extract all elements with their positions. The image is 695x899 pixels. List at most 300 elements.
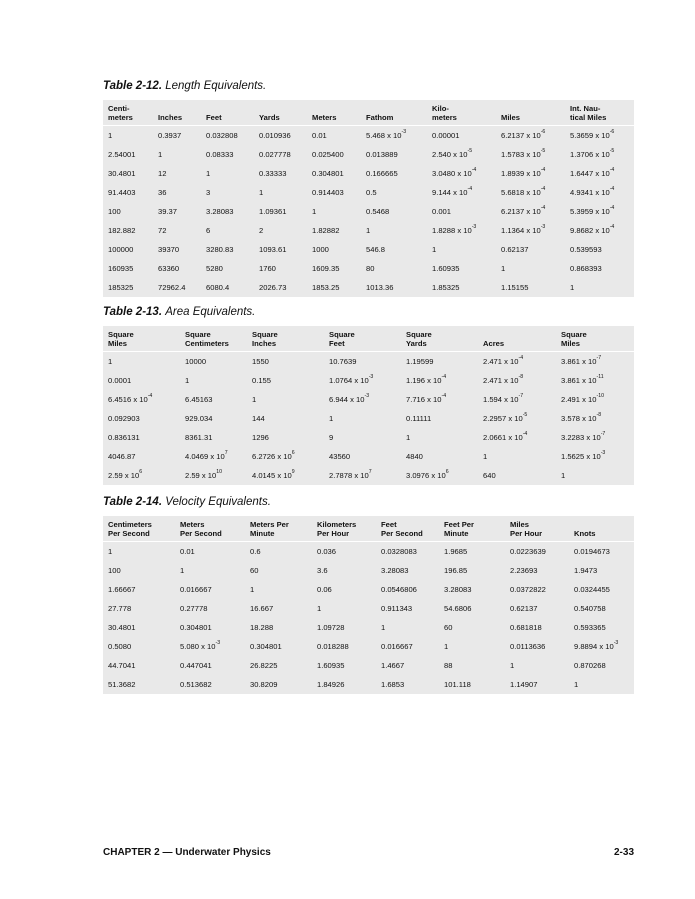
- cell-value: 9: [329, 433, 334, 442]
- cell-value: 3.578 x 10: [561, 414, 597, 423]
- table-cell: [439, 542, 505, 562]
- cell-value: 3.0480 x 10: [432, 169, 472, 178]
- cell-exponent: -7: [518, 393, 524, 399]
- table-cell: [103, 599, 175, 618]
- cell-value: 0.304801: [312, 169, 344, 178]
- column-header: [103, 516, 175, 542]
- header-line-1: Centimeters: [108, 520, 152, 529]
- table-cell: [103, 580, 175, 599]
- cell-value: 6.4516 x 10: [108, 395, 148, 404]
- header-line-2: Fathom: [366, 113, 394, 122]
- table-cell: [376, 656, 439, 675]
- table-cell: [569, 561, 634, 580]
- cell-value: 3.861 x 10: [561, 376, 597, 385]
- table-cell: [245, 580, 312, 599]
- cell-value: 1.19599: [406, 357, 434, 366]
- table-row: [103, 409, 634, 428]
- cell-value: 0.018288: [317, 642, 349, 651]
- table-cell: [439, 561, 505, 580]
- cell-exponent: 6: [445, 469, 449, 475]
- header-line-2: Per Second: [108, 529, 150, 538]
- table-cell: [245, 656, 312, 675]
- table-cell: [361, 126, 427, 146]
- cell-value: 3280.83: [206, 245, 234, 254]
- table-cell: [153, 126, 201, 146]
- cell-value: 1: [206, 169, 211, 178]
- cell-value: 0.025400: [312, 150, 344, 159]
- cell-value: 0.010936: [259, 131, 291, 140]
- cell-exponent: -3: [364, 393, 370, 399]
- cell-value: 2.471 x 10: [483, 357, 519, 366]
- cell-value: 1: [570, 283, 575, 292]
- cell-value: 7.716 x 10: [406, 395, 442, 404]
- table-cell: [427, 202, 496, 221]
- cell-value: 0.016667: [381, 642, 413, 651]
- table-cell: [556, 409, 634, 428]
- table-cell: [180, 390, 247, 409]
- cell-value: 0.013889: [366, 150, 398, 159]
- cell-value: 6.45163: [185, 395, 213, 404]
- cell-value: 0.5080: [108, 642, 132, 651]
- cell-value: 60: [250, 566, 259, 575]
- cell-value: 27.778: [108, 604, 132, 613]
- column-header: [439, 516, 505, 542]
- table-title: Velocity Equivalents.: [165, 496, 271, 508]
- table-cell: [175, 675, 245, 694]
- table-cell: [361, 145, 427, 164]
- cell-exponent: 6: [139, 469, 143, 475]
- cell-value: 6.944 x 10: [329, 395, 365, 404]
- table-cell: [245, 561, 312, 580]
- length-equivalents-section: [103, 79, 634, 297]
- table-row: [103, 542, 634, 562]
- table-cell: [103, 618, 175, 637]
- cell-value: 1: [381, 623, 386, 632]
- cell-value: 3.6: [317, 566, 328, 575]
- table-cell: [103, 409, 180, 428]
- table-title: Area Equivalents.: [165, 306, 256, 318]
- cell-value: 100: [108, 207, 121, 216]
- table-cell: [103, 371, 180, 390]
- cell-exponent: -5: [609, 148, 615, 154]
- cell-value: 0.513682: [180, 680, 212, 689]
- table-cell: [175, 599, 245, 618]
- cell-value: 1: [312, 207, 317, 216]
- column-header: [565, 100, 634, 126]
- table-row: [103, 259, 634, 278]
- table-cell: [439, 618, 505, 637]
- cell-exponent: -4: [540, 167, 546, 173]
- cell-value: 54.6806: [444, 604, 472, 613]
- table-cell: [247, 466, 324, 485]
- header-line-2: Feet: [206, 113, 222, 122]
- cell-value: 1: [250, 585, 255, 594]
- table-cell: [307, 183, 361, 202]
- cell-value: 0.027778: [259, 150, 291, 159]
- table-cell: [401, 447, 478, 466]
- cell-value: 0.911343: [381, 604, 413, 613]
- cell-value: 2.7878 x 10: [329, 471, 369, 480]
- table-cell: [505, 580, 569, 599]
- cell-value: 12: [158, 169, 167, 178]
- cell-value: 0.5: [366, 188, 377, 197]
- page-number: 2-33: [613, 847, 634, 858]
- table-cell: [376, 618, 439, 637]
- table-cell: [376, 561, 439, 580]
- table-cell: [153, 221, 201, 240]
- cell-exponent: 6: [291, 450, 295, 456]
- cell-value: 0.447041: [180, 661, 212, 670]
- cell-value: 2.59 x 10: [108, 471, 140, 480]
- header-line-2: Miles: [108, 339, 127, 348]
- table-cell: [153, 164, 201, 183]
- header-line-2: tical Miles: [570, 113, 607, 122]
- cell-value: 72962.4: [158, 283, 186, 292]
- table-row: [103, 599, 634, 618]
- cell-value: 26.8225: [250, 661, 278, 670]
- cell-value: 6.2137 x 10: [501, 207, 541, 216]
- cell-value: 1760: [259, 264, 276, 273]
- table-cell: [307, 126, 361, 146]
- table-row: [103, 183, 634, 202]
- cell-value: 100000: [108, 245, 134, 254]
- cell-exponent: -4: [467, 186, 473, 192]
- table-cell: [556, 447, 634, 466]
- header-line-2: Centimeters: [185, 339, 229, 348]
- cell-value: 30.8209: [250, 680, 278, 689]
- column-header: [307, 100, 361, 126]
- cell-value: 1.8939 x 10: [501, 169, 541, 178]
- table-cell: [565, 126, 634, 146]
- cell-value: 185325: [108, 283, 134, 292]
- table-cell: [505, 542, 569, 562]
- cell-value: 5.6818 x 10: [501, 188, 541, 197]
- table-cell: [427, 221, 496, 240]
- table-cell: [427, 278, 496, 297]
- table-cell: [175, 561, 245, 580]
- cell-value: 3.28083: [206, 207, 234, 216]
- cell-value: 196.85: [444, 566, 468, 575]
- table-cell: [307, 259, 361, 278]
- cell-value: 182.882: [108, 226, 136, 235]
- table-cell: [103, 126, 153, 146]
- cell-value: 6: [206, 226, 211, 235]
- table-cell: [307, 278, 361, 297]
- column-header: [556, 326, 634, 352]
- table-cell: [245, 599, 312, 618]
- column-header: [376, 516, 439, 542]
- cell-value: 1.3706 x 10: [570, 150, 610, 159]
- table-title: Length Equivalents.: [165, 80, 267, 92]
- column-header: [201, 100, 254, 126]
- cell-value: 6.2137 x 10: [501, 131, 541, 140]
- table-cell: [307, 221, 361, 240]
- cell-value: 640: [483, 471, 496, 480]
- table-header: [103, 516, 634, 542]
- cell-exponent: -6: [609, 129, 615, 135]
- cell-value: 1.66667: [108, 585, 136, 594]
- table-cell: [254, 278, 307, 297]
- cell-value: 60: [444, 623, 453, 632]
- table-cell: [478, 390, 556, 409]
- cell-value: 9.8682 x 10: [570, 226, 610, 235]
- cell-exponent: -4: [522, 431, 528, 437]
- cell-value: 5280: [206, 264, 223, 273]
- header-line-1: Centi-: [108, 104, 130, 113]
- cell-value: 3.28083: [381, 566, 409, 575]
- cell-exponent: -4: [609, 167, 615, 173]
- table-cell: [478, 466, 556, 485]
- table-row: [103, 580, 634, 599]
- table-cell: [505, 656, 569, 675]
- cell-value: 1.196 x 10: [406, 376, 442, 385]
- header-line-2: meters: [432, 113, 457, 122]
- cell-value: 4.0469 x 10: [185, 452, 225, 461]
- table-cell: [361, 202, 427, 221]
- cell-value: 0.0223639: [510, 547, 546, 556]
- cell-value: 10.7639: [329, 357, 357, 366]
- table-row: [103, 240, 634, 259]
- cell-value: 1.6853: [381, 680, 405, 689]
- cell-value: 5.3659 x 10: [570, 131, 610, 140]
- cell-value: 1: [574, 680, 579, 689]
- cell-value: 0.304801: [250, 642, 282, 651]
- length-equivalents-table: [103, 100, 634, 297]
- cell-value: 0.539593: [570, 245, 602, 254]
- column-header: [496, 100, 565, 126]
- table-cell: [361, 221, 427, 240]
- table-body: [103, 352, 634, 486]
- table-cell: [556, 428, 634, 447]
- table-row: [103, 618, 634, 637]
- table-cell: [307, 145, 361, 164]
- header-line-1: Meters: [180, 520, 205, 529]
- header-line-1: Square: [185, 330, 211, 339]
- table-cell: [427, 183, 496, 202]
- cell-exponent: -3: [368, 374, 374, 380]
- cell-value: 36: [158, 188, 167, 197]
- table-cell: [478, 371, 556, 390]
- table-cell: [565, 240, 634, 259]
- cell-value: 2.2957 x 10: [483, 414, 523, 423]
- cell-value: 5.3959 x 10: [570, 207, 610, 216]
- table-cell: [103, 259, 153, 278]
- cell-value: 0.01: [180, 547, 195, 556]
- table-cell: [496, 164, 565, 183]
- column-header: [569, 516, 634, 542]
- cell-value: 1: [406, 433, 411, 442]
- table-cell: [175, 542, 245, 562]
- table-cell: [565, 183, 634, 202]
- table-cell: [247, 390, 324, 409]
- cell-value: 1.09728: [317, 623, 345, 632]
- cell-value: 0.27778: [180, 604, 208, 613]
- cell-exponent: -10: [596, 393, 604, 399]
- cell-exponent: -4: [441, 393, 447, 399]
- table-cell: [103, 428, 180, 447]
- table-cell: [103, 390, 180, 409]
- table-cell: [361, 164, 427, 183]
- table-cell: [565, 221, 634, 240]
- table-cell: [361, 259, 427, 278]
- cell-value: 0.0372822: [510, 585, 546, 594]
- cell-value: 0.0113636: [510, 642, 546, 651]
- cell-exponent: -7: [596, 355, 602, 361]
- cell-value: 1: [329, 414, 334, 423]
- header-line-2: Meters: [312, 113, 337, 122]
- table-number: Table 2-12.: [103, 80, 163, 92]
- column-header: [103, 326, 180, 352]
- cell-value: 16.667: [250, 604, 274, 613]
- cell-value: 39370: [158, 245, 180, 254]
- cell-value: 0.540758: [574, 604, 606, 613]
- cell-value: 8361.31: [185, 433, 213, 442]
- cell-value: 1: [259, 188, 264, 197]
- column-header: [245, 516, 312, 542]
- table-cell: [247, 428, 324, 447]
- table-cell: [201, 145, 254, 164]
- cell-value: 1.6447 x 10: [570, 169, 610, 178]
- cell-value: 0.036: [317, 547, 337, 556]
- cell-value: 88: [444, 661, 453, 670]
- table-cell: [103, 202, 153, 221]
- table-cell: [153, 278, 201, 297]
- header-row: [103, 326, 634, 352]
- table-row: [103, 466, 634, 485]
- table-cell: [245, 637, 312, 656]
- table-cell: [103, 352, 180, 372]
- table-caption: [103, 305, 634, 319]
- cell-value: 0.3937: [158, 131, 182, 140]
- table-body: [103, 542, 634, 695]
- table-cell: [505, 618, 569, 637]
- cell-value: 1.8288 x 10: [432, 226, 472, 235]
- cell-value: 2.59 x 10: [185, 471, 217, 480]
- table-row: [103, 561, 634, 580]
- cell-value: 0.06: [317, 585, 332, 594]
- cell-value: 0.155: [252, 376, 272, 385]
- cell-value: 1: [432, 245, 437, 254]
- table-cell: [324, 409, 401, 428]
- cell-value: 1.4667: [381, 661, 405, 670]
- cell-value: 0.681818: [510, 623, 542, 632]
- table-cell: [496, 126, 565, 146]
- table-cell: [312, 542, 376, 562]
- cell-value: 0.0194673: [574, 547, 610, 556]
- table-cell: [569, 675, 634, 694]
- table-cell: [324, 466, 401, 485]
- table-row: [103, 352, 634, 372]
- table-cell: [505, 599, 569, 618]
- cell-value: 1: [108, 547, 113, 556]
- table-cell: [401, 466, 478, 485]
- cell-value: 0.62137: [501, 245, 529, 254]
- table-header: [103, 326, 634, 352]
- cell-value: 1609.35: [312, 264, 340, 273]
- cell-value: 0.62137: [510, 604, 538, 613]
- header-line-2: Yards: [406, 339, 427, 348]
- header-line-1: Feet Per: [444, 520, 474, 529]
- table-row: [103, 428, 634, 447]
- cell-value: 1: [158, 150, 163, 159]
- cell-value: 9.8894 x 10: [574, 642, 614, 651]
- cell-exponent: -8: [518, 374, 524, 380]
- cell-value: 0.032808: [206, 131, 238, 140]
- cell-value: 4.9341 x 10: [570, 188, 610, 197]
- cell-value: 0.0001: [108, 376, 132, 385]
- cell-value: 1.09361: [259, 207, 287, 216]
- cell-value: 1: [444, 642, 449, 651]
- table-cell: [565, 259, 634, 278]
- table-cell: [312, 618, 376, 637]
- table-cell: [312, 580, 376, 599]
- column-header: [103, 100, 153, 126]
- table-cell: [247, 352, 324, 372]
- table-cell: [247, 447, 324, 466]
- header-line-2: Minute: [250, 529, 275, 538]
- cell-exponent: 7: [368, 469, 372, 475]
- cell-value: 1.14907: [510, 680, 538, 689]
- cell-value: 6.2726 x 10: [252, 452, 292, 461]
- cell-value: 0.08333: [206, 150, 234, 159]
- header-line-2: Per Second: [180, 529, 222, 538]
- cell-exponent: -3: [540, 224, 546, 230]
- cell-value: 1296: [252, 433, 269, 442]
- table-row: [103, 145, 634, 164]
- table-header: [103, 100, 634, 126]
- cell-value: 1: [252, 395, 257, 404]
- column-header: [505, 516, 569, 542]
- table-cell: [569, 599, 634, 618]
- table-cell: [505, 561, 569, 580]
- table-caption: [103, 79, 634, 93]
- cell-value: 1.9685: [444, 547, 468, 556]
- cell-value: 0.870268: [574, 661, 606, 670]
- table-cell: [175, 618, 245, 637]
- table-cell: [254, 126, 307, 146]
- table-cell: [201, 202, 254, 221]
- table-cell: [439, 580, 505, 599]
- column-header: [254, 100, 307, 126]
- column-header: [153, 100, 201, 126]
- cell-value: 1: [366, 226, 371, 235]
- cell-value: 0.0324455: [574, 585, 610, 594]
- column-header: [180, 326, 247, 352]
- header-line-2: Acres: [483, 339, 505, 348]
- cell-value: 0.6: [250, 547, 261, 556]
- table-cell: [401, 352, 478, 372]
- table-cell: [401, 409, 478, 428]
- header-line-2: Knots: [574, 529, 596, 538]
- table-cell: [427, 259, 496, 278]
- cell-value: 1: [483, 452, 488, 461]
- column-header: [401, 326, 478, 352]
- cell-exponent: -3: [471, 224, 477, 230]
- table-cell: [496, 202, 565, 221]
- cell-value: 1.85325: [432, 283, 460, 292]
- table-cell: [376, 599, 439, 618]
- header-line-2: Inches: [252, 339, 277, 348]
- cell-value: 39.37: [158, 207, 178, 216]
- cell-value: 1000: [312, 245, 329, 254]
- table-cell: [103, 278, 153, 297]
- cell-value: 160935: [108, 264, 134, 273]
- table-cell: [180, 371, 247, 390]
- table-cell: [245, 675, 312, 694]
- cell-value: 1.9473: [574, 566, 598, 575]
- table-cell: [247, 371, 324, 390]
- cell-exponent: -8: [596, 412, 602, 418]
